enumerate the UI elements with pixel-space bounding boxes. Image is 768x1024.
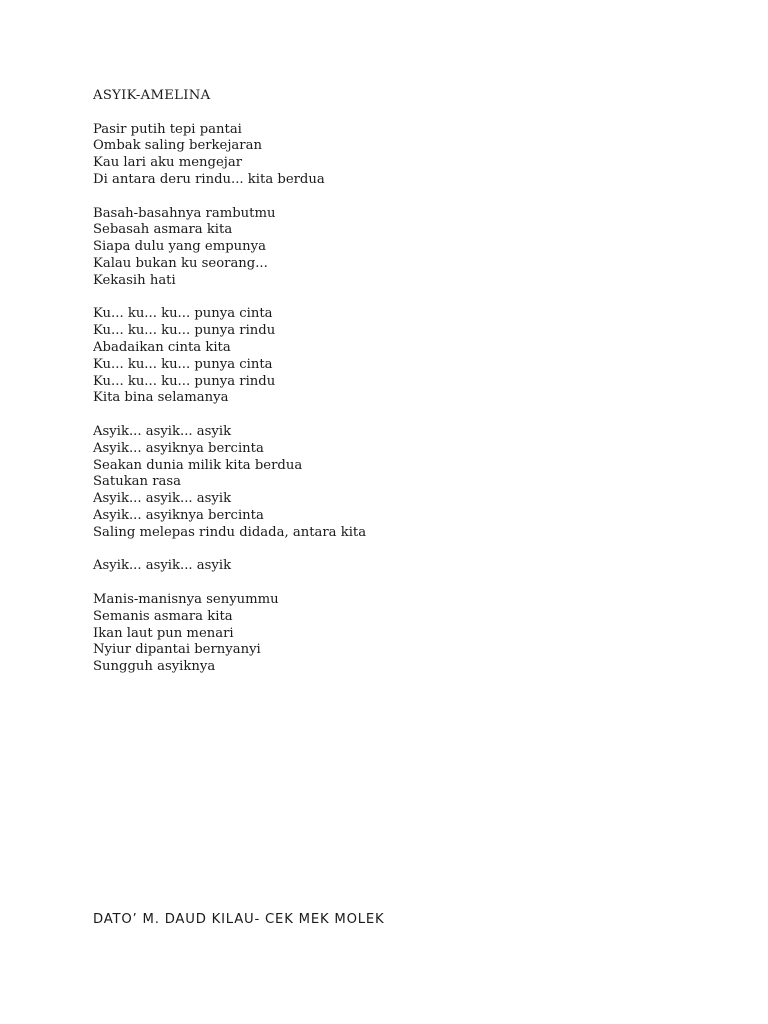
lyric-line: Sebasah asmara kita — [93, 222, 233, 238]
lyric-line: Asyik... asyik... asyik — [93, 491, 232, 507]
stanza-4 — [93, 424, 693, 542]
lyric-line: Asyik... asyik... asyik — [93, 423, 232, 439]
lyric-line: Asyik... asyiknya bercinta — [93, 507, 264, 523]
lyric-line: Kita bina selamanya — [93, 390, 229, 406]
lyric-line: Abadaikan cinta kita — [93, 339, 231, 355]
lyric-line: Di antara deru rindu... kita berdua — [93, 171, 325, 187]
lyric-line: Ku... ku... ku... punya rindu — [93, 323, 276, 339]
lyric-line: Sungguh asyiknya — [93, 659, 216, 675]
lyric-line: Siapa dulu yang empunya — [93, 239, 266, 255]
stanza-1 — [93, 122, 693, 189]
stanza-6 — [93, 592, 693, 676]
lyric-line: Kalau bukan ku seorang... — [93, 255, 268, 271]
stanza-5 — [93, 558, 693, 575]
stanza-2 — [93, 206, 693, 290]
lyric-line: Seakan dunia milik kita berdua — [93, 457, 303, 473]
lyric-line: Pasir putih tepi pantai — [93, 121, 242, 137]
lyric-line: Basah-basahnya rambutmu — [93, 205, 276, 221]
song-title: ASYIK-AMELINA — [93, 88, 211, 103]
stanza-3 — [93, 306, 693, 407]
lyric-line: Nyiur dipantai bernyanyi — [93, 642, 261, 658]
lyric-line: Saling melepas rindu didada, antara kita — [93, 524, 367, 540]
lyric-line: Ikan laut pun menari — [93, 625, 234, 641]
lyric-line: Kau lari aku mengejar — [93, 155, 243, 171]
lyric-line: Ku... ku... ku... punya rindu — [93, 373, 276, 389]
lyric-line: Asyik... asyiknya bercinta — [93, 440, 264, 456]
lyric-line: Asyik... asyik... asyik — [93, 558, 232, 574]
lyrics-body — [93, 88, 693, 693]
lyric-line: Ku... ku... ku... punya cinta — [93, 356, 273, 372]
lyric-line: Manis-manisnya senyummu — [93, 591, 279, 607]
lyric-line: Semanis asmara kita — [93, 608, 233, 624]
lyric-line: Satukan rasa — [93, 474, 182, 490]
credit-footer: DATO’ M. DAUD KILAU- CEK MEK MOLEK — [93, 912, 385, 927]
lyric-line: Ombak saling berkejaran — [93, 138, 262, 154]
lyric-line: Ku... ku... ku... punya cinta — [93, 306, 273, 322]
lyric-line: Kekasih hati — [93, 272, 176, 288]
